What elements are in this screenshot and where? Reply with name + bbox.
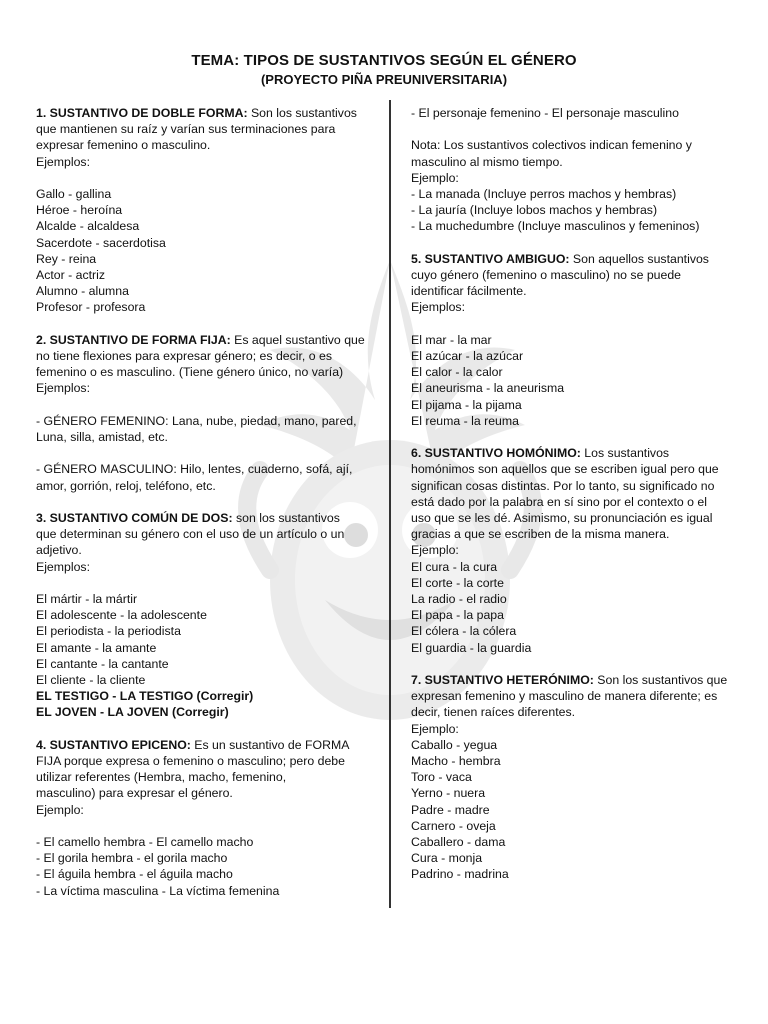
examples-label: Ejemplos: xyxy=(36,559,90,574)
section-heading: 1. SUSTANTIVO DE DOBLE FORMA: xyxy=(36,106,248,120)
examples-label: Ejemplos: xyxy=(411,300,465,315)
section-homonimo xyxy=(411,445,737,656)
example-item: Rey - reina xyxy=(36,251,97,266)
example-item: - La muchedumbre (Incluye masculinos y femeninos) xyxy=(411,219,700,234)
section-text: gracias a que se escriben de la misma manera. xyxy=(411,527,670,542)
section-text: Los sustantivos xyxy=(580,446,670,461)
example-item: La radio - el radio xyxy=(411,592,507,607)
section-text: Luna, silla, amistad, etc. xyxy=(36,430,168,445)
section-heading: 5. SUSTANTIVO AMBIGUO: xyxy=(411,251,570,266)
example-item-correction: EL TESTIGO - LA TESTIGO (Corregir) xyxy=(36,689,254,704)
example-item: Toro - vaca xyxy=(411,770,472,785)
section-text: significan cosas distintas. Por lo tanto, su significado no xyxy=(411,478,715,493)
example-item: Sacerdote - sacerdotisa xyxy=(36,235,166,250)
section-text: amor, gorrión, reloj, teléfono, etc. xyxy=(36,478,216,493)
example-item: Cura - monja xyxy=(411,851,483,866)
example-item: El pijama - la pijama xyxy=(411,397,522,412)
section-ambiguo xyxy=(411,251,737,429)
examples-label: Ejemplo: xyxy=(36,802,84,817)
example-item: Padre - madre xyxy=(411,802,490,817)
section-doble-forma xyxy=(36,105,372,316)
example-item: El cliente - la cliente xyxy=(36,673,146,688)
note-colectivos xyxy=(411,137,737,234)
section-text: identificar fácilmente. xyxy=(411,284,527,299)
example-item: Macho - hembra xyxy=(411,754,501,769)
example-item: Alcalde - alcaldesa xyxy=(36,219,140,234)
left-column xyxy=(36,105,372,899)
section-text: femenino o es masculino. (Tiene género único, no varía) xyxy=(36,365,344,380)
section-text: uso que se les dé. Asimismo, su pronunciación es igual xyxy=(411,511,713,526)
example-item: - La manada (Incluye perros machos y hembras) xyxy=(411,187,677,201)
examples-label: Ejemplo: xyxy=(411,721,459,736)
section-text: son los sustantivos xyxy=(232,511,340,525)
example-item: El aneurisma - la aneurisma xyxy=(411,381,565,396)
example-item: - El camello hembra - El camello macho xyxy=(36,835,254,850)
section-text: está dado por la palabra en sí sino por el contexto o el xyxy=(411,494,708,509)
example-item: El mar - la mar xyxy=(411,332,492,347)
example-item: El cantante - la cantante xyxy=(36,656,169,671)
example-item: Yerno - nuera xyxy=(411,786,486,801)
section-forma-fija xyxy=(36,332,372,494)
examples-label: Ejemplo: xyxy=(411,543,459,558)
page-title: TEMA: TIPOS DE SUSTANTIVOS SEGÚN EL GÉNERO xyxy=(191,52,577,69)
section-text: Lana, nube, piedad, mano, pared, xyxy=(168,413,357,428)
section-heading: 7. SUSTANTIVO HETERÓNIMO: xyxy=(411,673,594,688)
example-item: El cura - la cura xyxy=(411,559,498,574)
example-item: Carnero - oveja xyxy=(411,818,496,833)
section-heading: 4. SUSTANTIVO EPICENO: xyxy=(36,737,191,752)
example-item: Caballo - yegua xyxy=(411,737,498,752)
example-item: Gallo - gallina xyxy=(36,187,112,201)
genero-masculino-label: - GÉNERO MASCULINO: xyxy=(36,462,177,477)
section-heading: 6. SUSTANTIVO HOMÓNIMO: xyxy=(411,446,581,461)
example-item: El calor - la calor xyxy=(411,365,503,380)
genero-femenino-label: - GÉNERO FEMENINO: xyxy=(36,413,169,428)
example-item: El corte - la corte xyxy=(411,575,504,590)
example-item: - La víctima masculina - La víctima femenina xyxy=(36,883,280,898)
example-item: El cólera - la cólera xyxy=(411,624,517,639)
example-item: El mártir - la mártir xyxy=(36,592,138,606)
section-text: expresan femenino y masculino de manera diferente; es xyxy=(411,689,718,704)
section-text: decir, tienen raíces diferentes. xyxy=(411,705,576,720)
example-item: El amante - la amante xyxy=(36,640,157,655)
example-item-correction: EL JOVEN - LA JOVEN (Corregir) xyxy=(36,705,229,720)
example-item: Caballero - dama xyxy=(411,835,506,850)
examples-label: Ejemplos: xyxy=(36,381,90,396)
example-item: El adolescente - la adolescente xyxy=(36,608,207,623)
section-heading: 3. SUSTANTIVO COMÚN DE DOS: xyxy=(36,511,233,525)
example-item: - El águila hembra - el águila macho xyxy=(36,867,233,882)
example-item: Profesor - profesora xyxy=(36,300,146,315)
example-item: El azúcar - la azúcar xyxy=(411,349,524,363)
example-item: Padrino - madrina xyxy=(411,867,509,882)
column-divider xyxy=(389,100,391,908)
section-text: que mantienen su raíz y varían sus terminaciones para xyxy=(36,122,336,137)
section-text: utilizar referentes (Hembra, macho, femenino, xyxy=(36,770,287,785)
examples-label: Ejemplo: xyxy=(411,170,459,185)
example-item: Alumno - alumna xyxy=(36,284,129,299)
page-subtitle: (PROYECTO PIÑA PREUNIVERSITARIA) xyxy=(260,72,508,87)
section-epiceno xyxy=(36,737,372,899)
section-heteronimo xyxy=(411,672,737,883)
example-item: - La jauría (Incluye lobos machos y hembras) xyxy=(411,203,658,218)
section-text: FIJA porque expresa o femenino o masculino; pero debe xyxy=(36,754,345,769)
section-text: adjetivo. xyxy=(36,543,82,558)
section-text: Son los sustantivos xyxy=(247,106,357,120)
example-item: El periodista - la periodista xyxy=(36,624,181,639)
example-item: El papa - la papa xyxy=(411,608,504,623)
section-heading: 2. SUSTANTIVO DE FORMA FIJA: xyxy=(36,332,231,347)
example-item: El reuma - la reuma xyxy=(411,413,519,428)
section-comun-de-dos xyxy=(36,510,372,721)
section-text: expresar femenino o masculino. xyxy=(36,138,211,153)
section-text: Hilo, lentes, cuaderno, sofá, ají, xyxy=(176,462,353,477)
right-column xyxy=(411,105,737,883)
section-text: Son aquellos sustantivos xyxy=(569,251,709,266)
section-text: no tiene flexiones para expresar género; es decir, o es xyxy=(36,349,332,364)
section-text: Son los sustantivos que xyxy=(593,673,728,688)
example-item: - El gorila hembra - el gorila macho xyxy=(36,851,228,866)
example-item: - El personaje femenino - El personaje masculino xyxy=(411,106,679,120)
note-text: masculino al mismo tiempo. xyxy=(411,154,563,169)
example-item: El guardia - la guardia xyxy=(411,640,532,655)
example-item: Actor - actriz xyxy=(36,268,106,283)
note-text: Nota: Los sustantivos colectivos indican femenino y xyxy=(411,138,692,153)
section-text: Es un sustantivo de FORMA xyxy=(190,737,350,752)
example-item: Héroe - heroína xyxy=(36,203,123,218)
section-text: Es aquel sustantivo que xyxy=(230,332,365,347)
examples-label: Ejemplos: xyxy=(36,154,90,169)
section-text: que determinan su género con el uso de un artículo o un xyxy=(36,527,345,542)
section-text: masculino) para expresar el género. xyxy=(36,786,233,801)
section-text: homónimos son aquellos que se escriben igual pero que xyxy=(411,462,719,477)
section-text: cuyo género (femenino o masculino) no se puede xyxy=(411,268,682,282)
